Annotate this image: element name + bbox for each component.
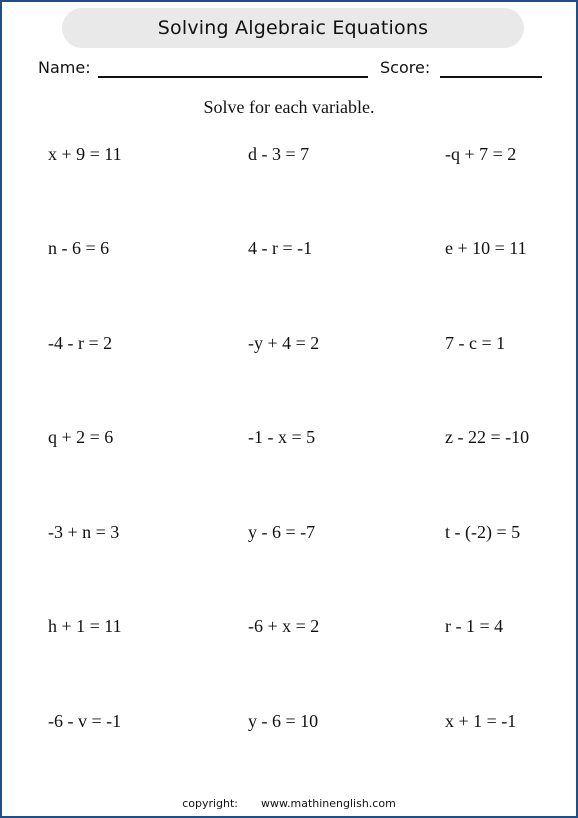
problem-grid [48, 144, 558, 774]
problem-item: x + 1 = -1 [445, 711, 517, 731]
problem-item: q + 2 = 6 [48, 427, 114, 447]
name-blank-line [98, 76, 368, 78]
problem-item: -6 - v = -1 [48, 711, 122, 731]
problem-item: -y + 4 = 2 [248, 333, 320, 353]
name-score-row [38, 58, 548, 82]
problem-item: y - 6 = -7 [248, 522, 316, 542]
problem-item: n - 6 = 6 [48, 238, 110, 258]
score-blank-line [440, 76, 542, 78]
problem-item: 7 - c = 1 [445, 333, 506, 353]
problem-item: -6 + x = 2 [248, 616, 320, 636]
worksheet-title [62, 8, 524, 48]
worksheet-title-text: Solving Algebraic Equations [157, 17, 429, 39]
problem-item: -1 - x = 5 [248, 427, 316, 447]
problem-item: r - 1 = 4 [445, 616, 504, 636]
problem-item: h + 1 = 11 [48, 616, 122, 636]
problem-item: -q + 7 = 2 [445, 144, 517, 164]
footer [2, 797, 576, 810]
problem-item: 4 - r = -1 [248, 238, 313, 258]
score-label: Score: [380, 58, 431, 77]
website-text: www.mathinenglish.com [261, 797, 396, 810]
problem-item: y - 6 = 10 [248, 711, 319, 731]
problem-item: x + 9 = 11 [48, 144, 122, 164]
copyright-label: copyright: [182, 797, 239, 810]
instructions: Solve for each variable. [203, 97, 375, 117]
problem-item: -3 + n = 3 [48, 522, 120, 542]
problem-item: z - 22 = -10 [445, 427, 530, 447]
problem-item: e + 10 = 11 [445, 238, 527, 258]
problem-item: t - (-2) = 5 [445, 522, 521, 542]
name-label: Name: [38, 58, 91, 77]
problem-item: d - 3 = 7 [248, 144, 310, 164]
problem-item: -4 - r = 2 [48, 333, 113, 353]
